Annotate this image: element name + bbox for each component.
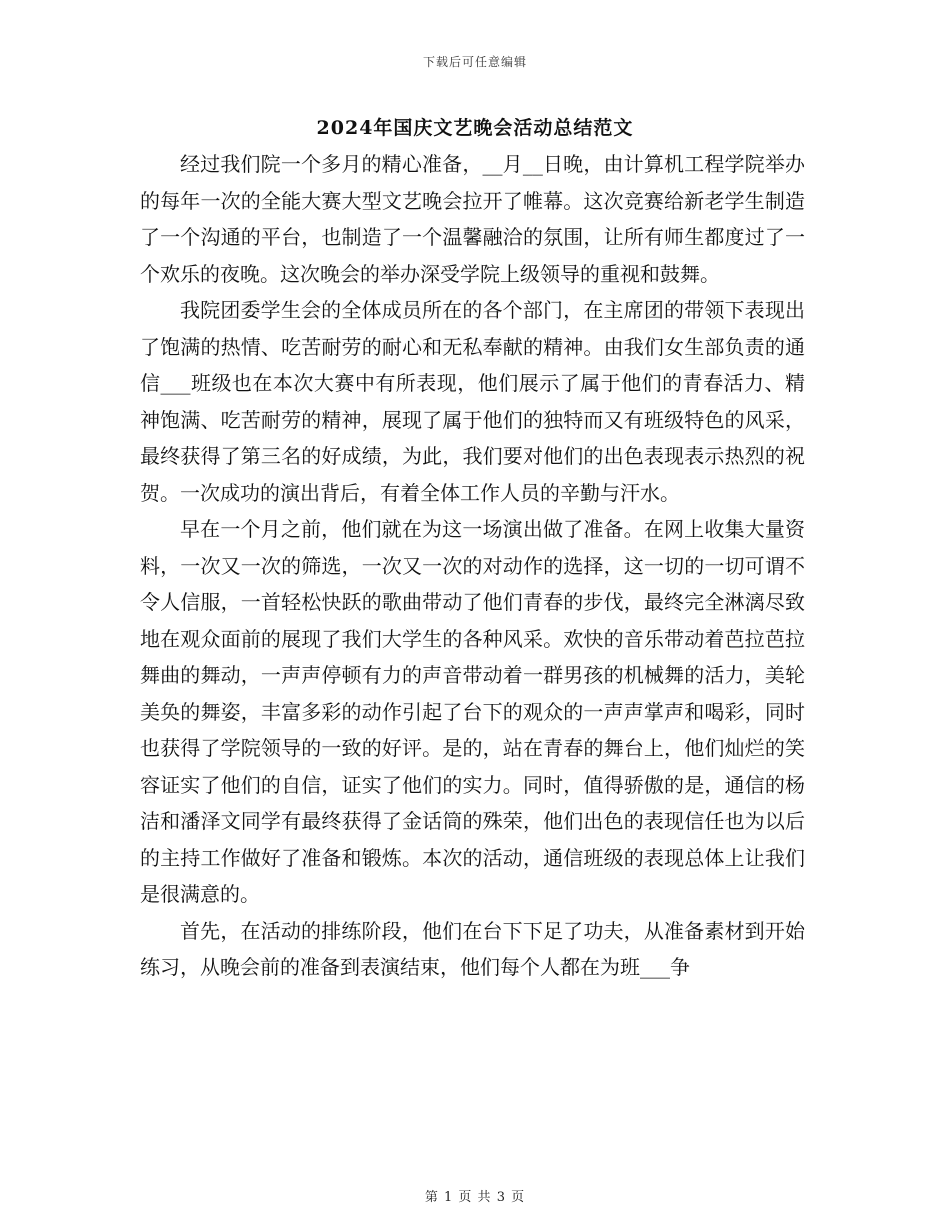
- paragraph: 早在一个月之前，他们就在为这一场演出做了准备。在网上收集大量资料，一次又一次的筛选，一次又一次的对动作的选择，这一切的一切可谓不令人信服，一首轻松快跃的歌曲带动了他们青春的步伐，最终完全淋漓尽致地在观众面前的展现了我们大学生的各种风采。欢快的音乐带动着芭拉芭拉舞曲的舞动，一声声停顿有力的声音带动着一群男孩的机械舞的活力，美轮美奂的舞姿，丰富多彩的动作引起了台下的观众的一声声掌声和喝彩，同时也获得了学院领导的一致的好评。是的，站在青春的舞台上，他们灿烂的笑容证实了他们的自信，证实了他们的实力。同时，值得骄傲的是，通信的杨洁和潘泽文同学有最终获得了金话筒的殊荣，他们出色的表现信任也为以后的主持工作做好了准备和锻炼。本次的活动，通信班级的表现总体上让我们是很满意的。: [140, 517, 805, 906]
- header-note: 下载后可任意编辑: [422, 55, 527, 69]
- paragraph: 经过我们院一个多月的精心准备，__月__日晚，由计算机工程学院举办的每年一次的全能大赛大型文艺晚会拉开了帷幕。这次竞赛给新老学生制造了一个沟通的平台，也制造了一个温馨融洽的氛围，让所有师生都度过了一个欢乐的夜晚。这次晚会的举办深受学院上级领导的重视和鼓舞。: [140, 152, 805, 286]
- document-body: [140, 146, 805, 986]
- page-indicator: 第 1 页 共 3 页: [424, 1190, 526, 1205]
- paragraph: 首先，在活动的排练阶段，他们在台下下足了功夫，从准备素材到开始练习，从晚会前的准备到表演结束，他们每个人都在为班___争: [140, 918, 805, 979]
- paragraph: 我院团委学生会的全体成员所在的各个部门，在主席团的带领下表现出了饱满的热情、吃苦耐劳的耐心和无私奉献的精神。由我们女生部负责的通信___班级也在本次大赛中有所表现，他们展示了属于他们的青春活力、精神饱满、吃苦耐劳的精神，展现了属于他们的独特而又有班级特色的风采，最终获得了第三名的好成绩，为此，我们要对他们的出色表现表示热烈的祝贺。一次成功的演出背后，有着全体工作人员的辛勤与汗水。: [140, 298, 805, 505]
- document-title: 2024年国庆文艺晚会活动总结范文: [316, 117, 634, 139]
